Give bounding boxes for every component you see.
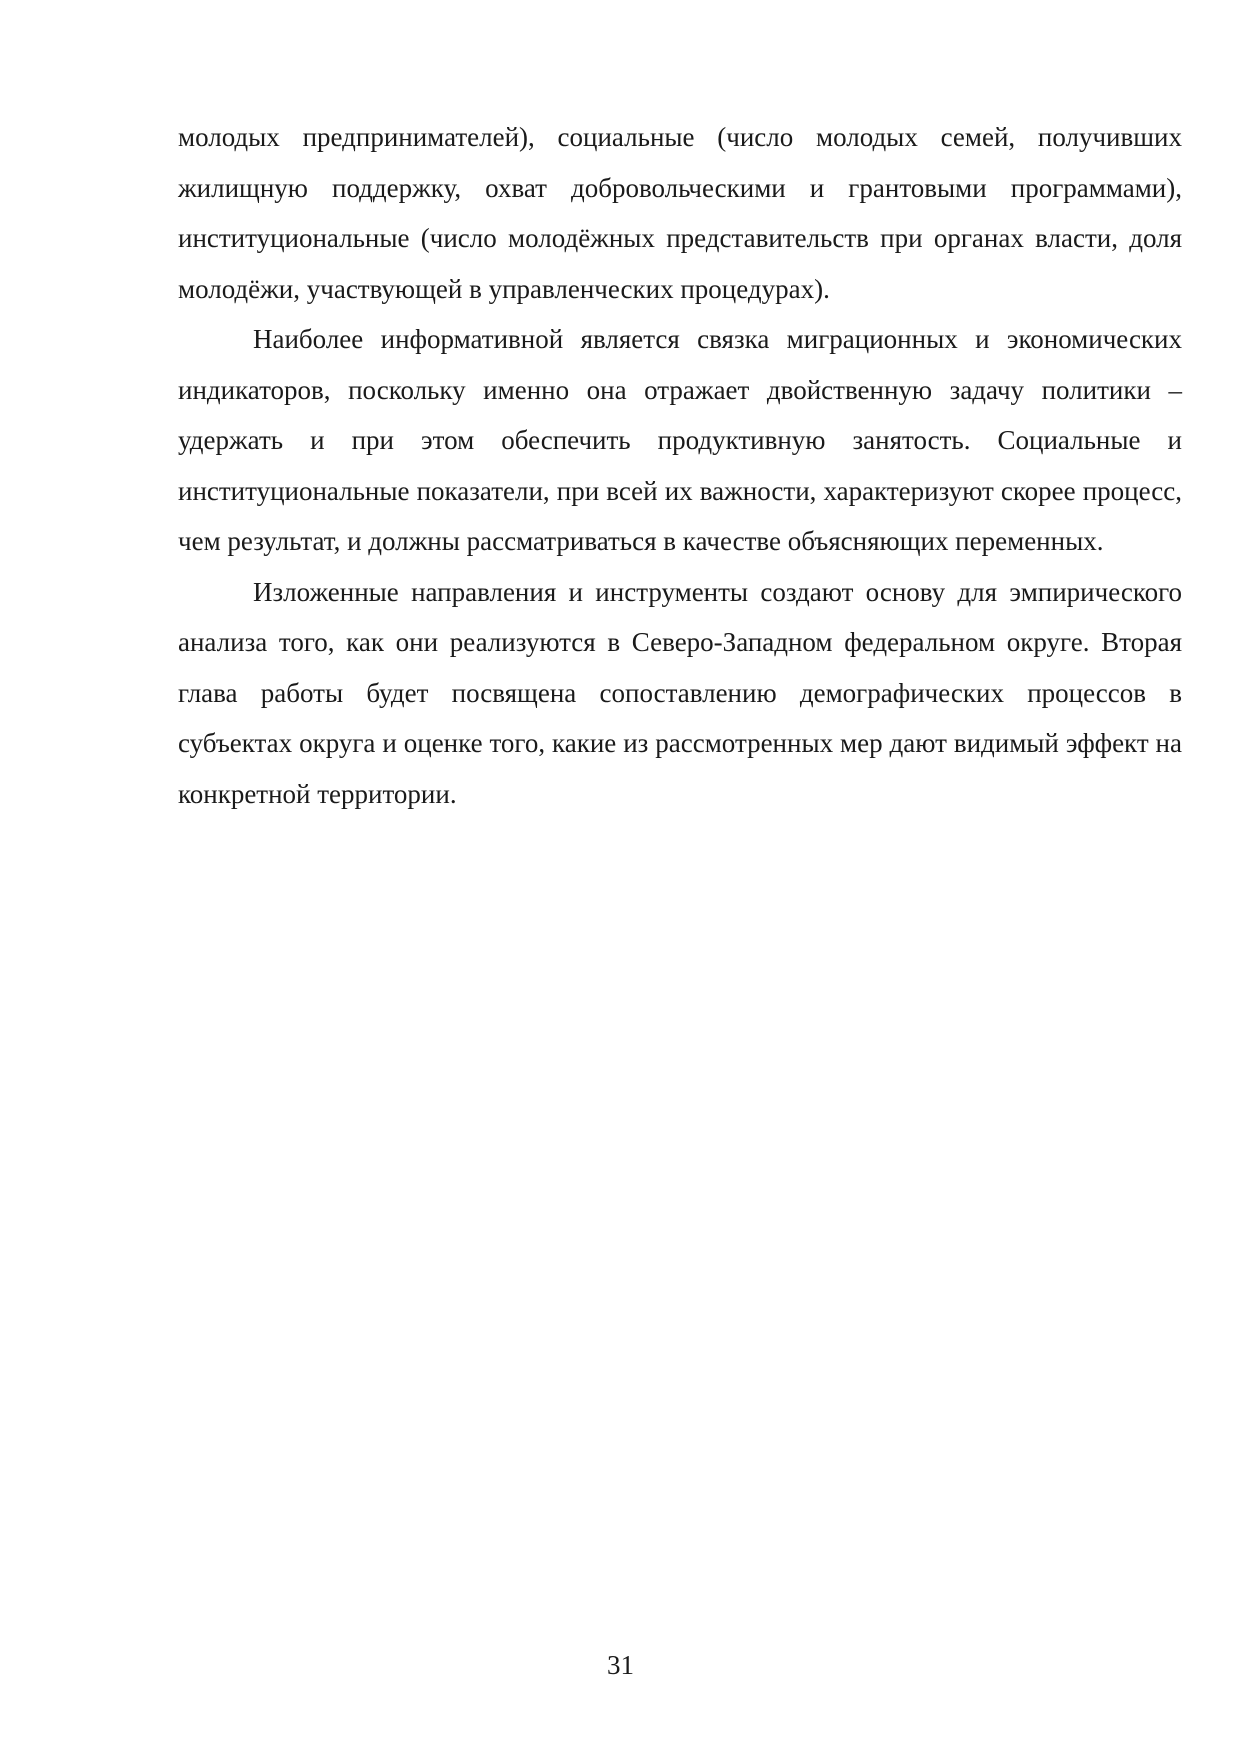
- document-body: [178, 112, 1182, 819]
- paragraph-indicators: Наиболее информативной является связка миграционных и экономических индикаторов, поскольку именно она отражает двойственную задачу политики – удержать и при этом обеспечить продуктивную занятость. Социальные и институциональные показатели, при всей их важности, характеризуют скорее процесс, чем результат, и должны рассматриваться в качестве объясняющих переменных.: [178, 324, 1182, 556]
- paragraph-continuation: молодых предпринимателей), социальные (число молодых семей, получивших жилищную поддержку, охват добровольческими и грантовыми программами), институциональные (число молодёжных представительств при органах власти, доля молодёжи, участвующей в управленческих процедурах).: [178, 122, 1182, 304]
- page-number: 31: [607, 1650, 634, 1680]
- paragraph-conclusion: Изложенные направления и инструменты создают основу для эмпирического анализа того, как они реализуются в Северо-Западном федеральном округе. Вторая глава работы будет посвящена сопоставлению демографических процессов в субъектах округа и оценке того, какие из рассмотренных мер дают видимый эффект на конкретной территории.: [178, 576, 1182, 809]
